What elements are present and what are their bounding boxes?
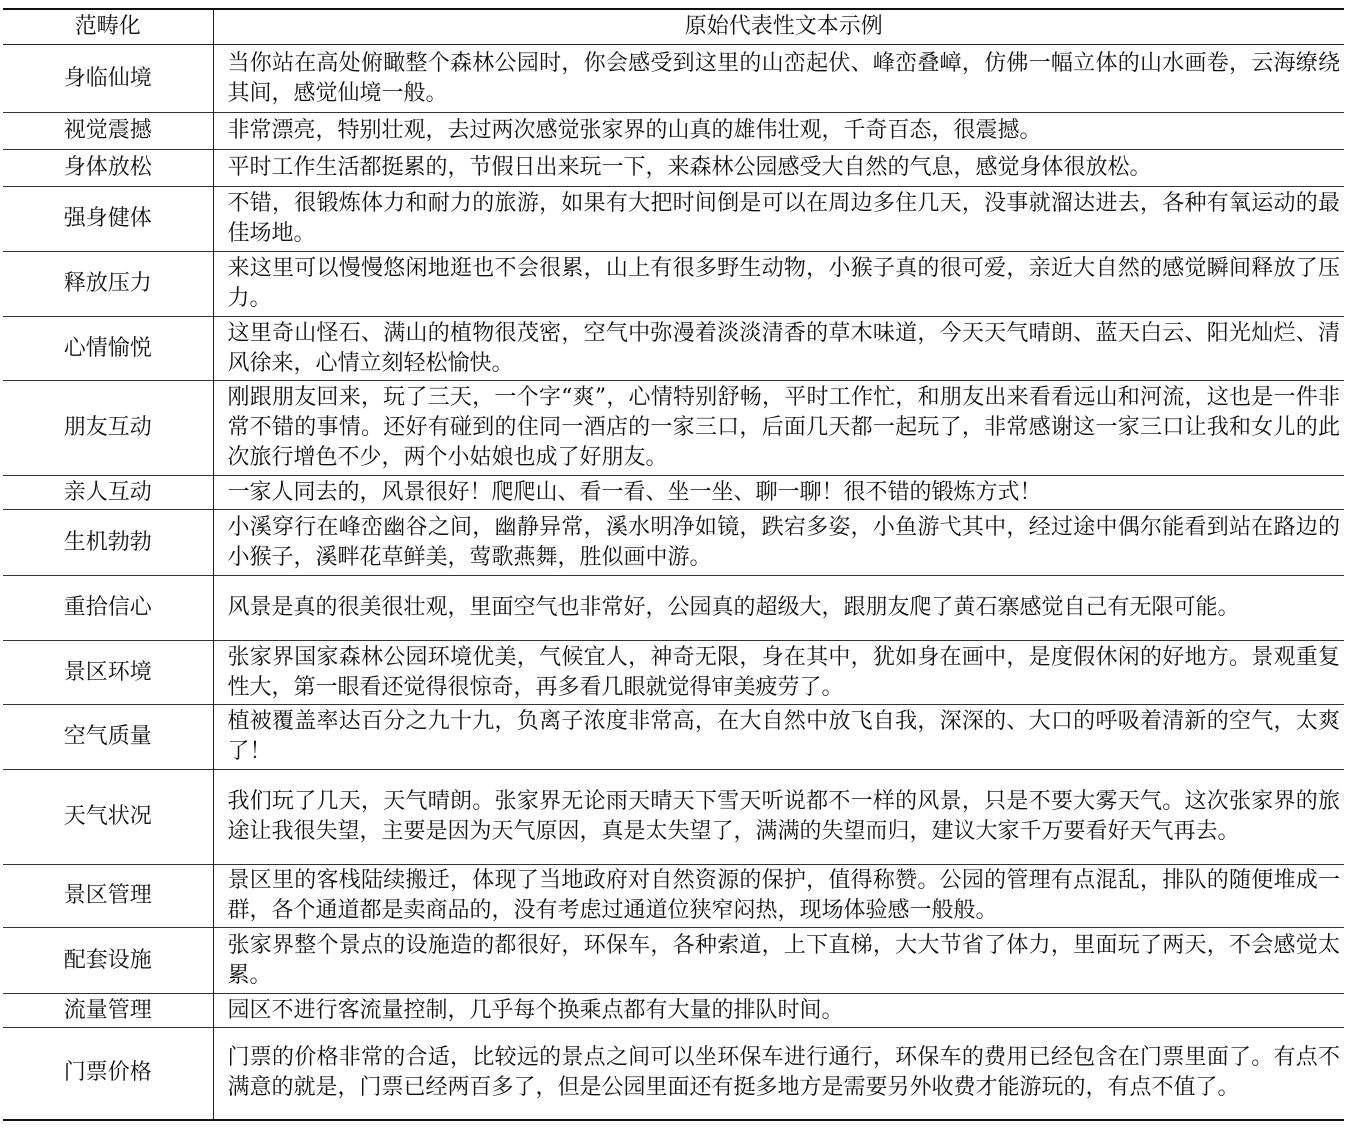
table-row: [3, 252, 1344, 317]
table-row: [3, 187, 1344, 252]
row-category: 心情愉悦: [3, 317, 213, 381]
row-category: 释放压力: [3, 252, 213, 317]
row-text: 这里奇山怪石、满山的植物很茂密，空气中弥漫着淡淡清香的草木味道，今天天气晴朗、蓝天白云、阳光灿烂、清风徐来，心情立刻轻松愉快。: [213, 317, 1344, 381]
table-row: [3, 1028, 1344, 1120]
table-row: [3, 770, 1344, 865]
row-text: 不错，很锻炼体力和耐力的旅游，如果有大把时间倒是可以在周边多住几天，没事就溜达进去，各种有氧运动的最佳场地。: [213, 187, 1344, 252]
row-text: 植被覆盖率达百分之九十九，负离子浓度非常高，在大自然中放飞自我，深深的、大口的呼吸着清新的空气，太爽了！: [213, 705, 1344, 770]
table-row: [3, 576, 1344, 641]
row-category: 配套设施: [3, 928, 213, 994]
row-category: 朋友互动: [3, 381, 213, 476]
table-row: [3, 865, 1344, 928]
row-text: 非常漂亮，特别壮观，去过两次感觉张家界的山真的雄伟壮观，千奇百态，很震撼。: [213, 113, 1344, 150]
row-text: 景区里的客栈陆续搬迁，体现了当地政府对自然资源的保护，值得称赞。公园的管理有点混乱，排队的随便堆成一群，各个通道都是卖商品的，没有考虑过通道位狭窄闷热，现场体验感一般般。: [213, 865, 1344, 928]
row-category: 门票价格: [3, 1028, 213, 1120]
header-category: 范畴化: [3, 9, 213, 45]
row-text: 园区不进行客流量控制，几乎每个换乘点都有大量的排队时间。: [213, 994, 1344, 1028]
row-category: 重拾信心: [3, 576, 213, 641]
row-text: 刚跟朋友回来，玩了三天，一个字“爽”，心情特别舒畅，平时工作忙，和朋友出来看看远山和河流，这也是一件非常不错的事情。还好有碰到的住同一酒店的一家三口，后面几天都一起玩了，非常感谢这一家三口让我和女儿的此次旅行增色不少，两个小姑娘也成了好朋友。: [213, 381, 1344, 476]
row-category: 天气状况: [3, 770, 213, 865]
table-row: [3, 317, 1344, 381]
row-category: 身体放松: [3, 150, 213, 187]
row-text: 张家界整个景点的设施造的都很好，环保车，各种索道，上下直梯，大大节省了体力，里面玩了两天，不会感觉太累。: [213, 928, 1344, 994]
row-text: 风景是真的很美很壮观，里面空气也非常好，公园真的超级大，跟朋友爬了黄石寨感觉自己有无限可能。: [213, 576, 1344, 641]
row-category: 亲人互动: [3, 476, 213, 510]
table-header-row: [3, 9, 1344, 45]
row-text: 我们玩了几天，天气晴朗。张家界无论雨天晴天下雪天听说都不一样的风景，只是不要大雾天气。这次张家界的旅途让我很失望，主要是因为天气原因，真是太失望了，满满的失望而归，建议大家千万要看好天气再去。: [213, 770, 1344, 865]
category-text-table: [3, 8, 1344, 1121]
row-text: 小溪穿行在峰峦幽谷之间，幽静异常，溪水明净如镜，跌宕多姿，小鱼游弋其中，经过途中偶尔能看到站在路边的小猴子，溪畔花草鲜美，莺歌燕舞，胜似画中游。: [213, 510, 1344, 576]
row-text: 张家界国家森林公园环境优美，气候宜人，神奇无限，身在其中，犹如身在画中，是度假休闲的好地方。景观重复性大，第一眼看还觉得很惊奇，再多看几眼就觉得审美疲劳了。: [213, 641, 1344, 705]
table-row: [3, 928, 1344, 994]
table-row: [3, 705, 1344, 770]
row-text: 当你站在高处俯瞰整个森林公园时，你会感受到这里的山峦起伏、峰峦叠嶂，仿佛一幅立体的山水画卷，云海缭绕其间，感觉仙境一般。: [227, 50, 1340, 106]
table-row: [3, 476, 1344, 510]
row-category: 身临仙境: [3, 45, 213, 113]
table-row: [3, 994, 1344, 1028]
header-example-text: 原始代表性文本示例: [213, 9, 1344, 45]
row-category: 景区环境: [3, 641, 213, 705]
table-row: [3, 45, 1344, 113]
row-category: 景区管理: [3, 865, 213, 928]
row-text: 一家人同去的，风景很好！爬爬山、看一看、坐一坐、聊一聊！很不错的锻炼方式！: [213, 476, 1344, 510]
row-text: 平时工作生活都挺累的，节假日出来玩一下，来森林公园感受大自然的气息，感觉身体很放松。: [213, 150, 1344, 187]
table-row: [3, 381, 1344, 476]
table-row: [3, 113, 1344, 150]
row-category: 生机勃勃: [3, 510, 213, 576]
row-text: 来这里可以慢慢悠闲地逛也不会很累，山上有很多野生动物，小猴子真的很可爱，亲近大自然的感觉瞬间释放了压力。: [213, 252, 1344, 317]
table-row: [3, 510, 1344, 576]
table-row: [3, 150, 1344, 187]
row-category: 视觉震撼: [3, 113, 213, 150]
row-category: 强身健体: [3, 187, 213, 252]
row-text: 门票的价格非常的合适，比较远的景点之间可以坐环保车进行通行，环保车的费用已经包含在门票里面了。有点不满意的就是，门票已经两百多了，但是公园里面还有挺多地方是需要另外收费才能游玩的，有点不值了。: [213, 1028, 1344, 1120]
row-category: 空气质量: [3, 705, 213, 770]
row-category: 流量管理: [3, 994, 213, 1028]
table-row: [3, 641, 1344, 705]
